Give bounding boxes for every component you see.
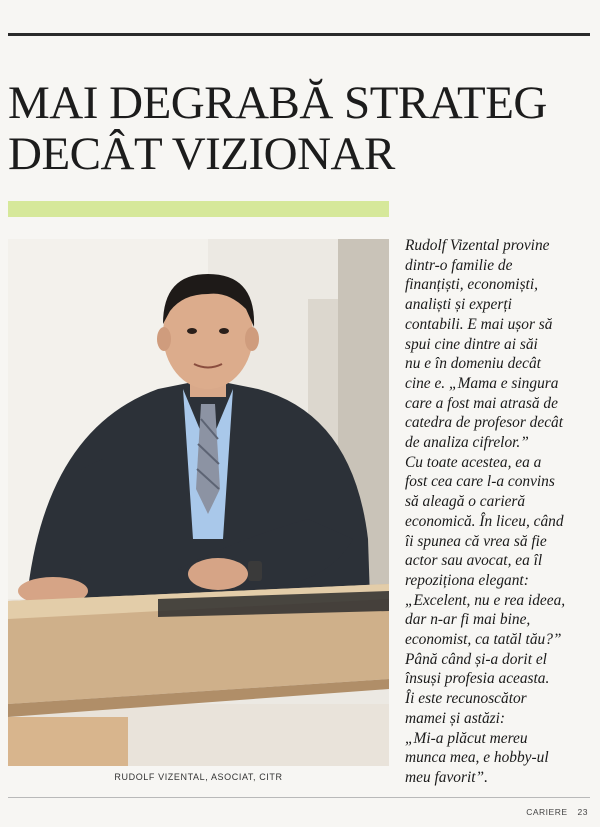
article-line: munca mea, e hobby-ul [405,749,549,767]
accent-bar [8,201,389,217]
article-line: spui cine dintre ai săi [405,335,538,353]
top-rule [8,33,590,36]
article-line: repoziționa elegant: [405,571,529,589]
portrait-photo [8,239,389,766]
headline-line-1: MAI DEGRABĂ STRATEG [8,77,547,129]
article-line: meu favorit”. [405,768,488,786]
article-line: economist, ca tatăl tău?” [405,631,562,649]
article-line: dintr-o familie de [405,256,513,274]
article-line: de analiza cifrelor.” [405,434,529,452]
article-line: actor sau avocat, ea îl [405,552,543,570]
article-line: „Mi-a plăcut mereu [405,729,528,747]
article-line: fost cea care l-a convins [405,473,555,491]
headline-line-2: DECÂT VIZIONAR [8,128,395,180]
article-line: „Excelent, nu e rea ideea, [405,591,566,609]
article-line: Cu toate acestea, ea a [405,453,542,471]
article-line: Până când și-a dorit el [405,650,547,668]
article-line: dar n-ar fi mai bine, [405,611,531,629]
headline [8,78,598,180]
article-line: care a fost mai atrasă de [405,394,558,412]
page-footer [526,807,588,817]
article-line: economică. În liceu, când [405,512,564,530]
article-line: îi spunea că vrea să fie [405,532,547,550]
article-line: însuși profesia aceasta. [405,670,550,688]
article-line: nu e în domeniu decât [405,355,541,373]
article-line: să aleagă o carieră [405,493,526,511]
article-body [405,236,593,788]
portrait-illustration [8,239,389,766]
article-line: mamei și astăzi: [405,709,506,727]
article-line: Îi este recunoscător [405,690,527,708]
page-number: 23 [577,807,588,817]
photo-caption: RUDOLF VIZENTAL, ASOCIAT, CITR [114,772,283,782]
article-line: cine e. „Mama e singura [405,374,559,392]
article-line: catedra de profesor decât [405,414,564,432]
article-line: Rudolf Vizental provine [405,237,550,254]
article-line: analiști și experți [405,296,512,314]
article-line: contabili. E mai ușor să [405,315,553,333]
bottom-rule [8,797,590,798]
footer-section: CARIERE [526,807,568,817]
article-line: finanțiști, economiști, [405,276,538,294]
